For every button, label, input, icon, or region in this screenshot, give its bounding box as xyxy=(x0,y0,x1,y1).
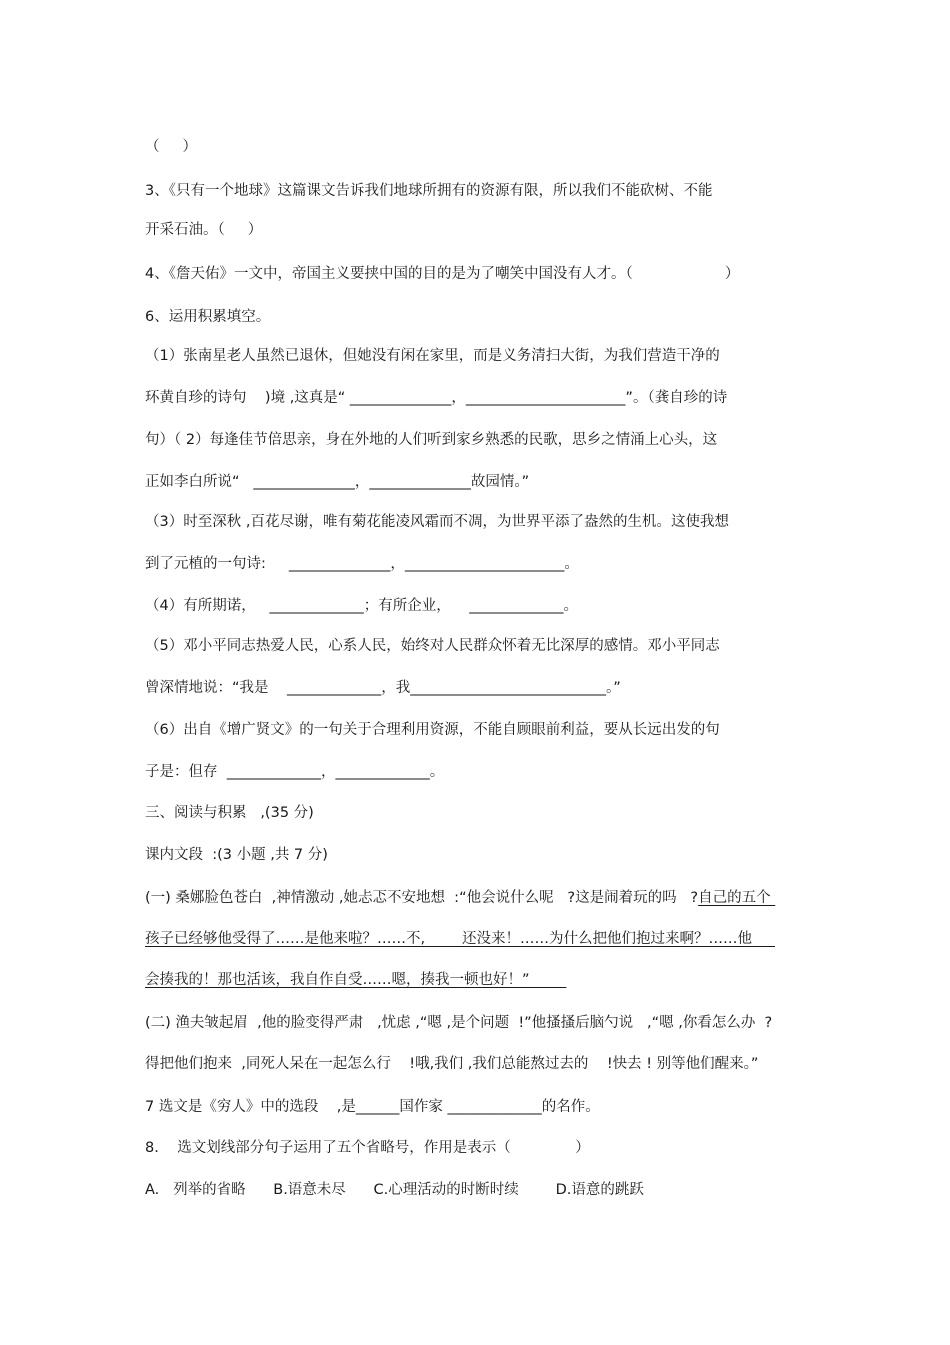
text-line xyxy=(145,596,825,616)
text-line xyxy=(145,636,825,656)
line-text: （3）时至深秋 ,百花尽谢，唯有菊花能凌风霜而不凋，为世界平添了盎然的生机。这使我想 xyxy=(145,514,729,530)
line-text: 正如李白所说“ ______________，______________故园情。” xyxy=(145,474,530,490)
text-line xyxy=(145,430,825,450)
text-line xyxy=(145,970,825,990)
underlined-text: 自己的五个 xyxy=(698,890,776,906)
underlined-text: 孩子已经够他受得了……是他来啦？……不, 还没来！……为什么把他们抱过来啊？……他 xyxy=(145,931,776,947)
text-line xyxy=(145,307,825,327)
text-line xyxy=(145,1097,825,1117)
line-text: （4）有所期诺， _____________；有所企业， _____________。 xyxy=(145,598,578,614)
text-line xyxy=(145,1138,825,1158)
line-text: （ ） xyxy=(145,139,198,155)
line-text: 句）（ 2）每逢佳节倍思亲，身在外地的人们听到家乡熟悉的民歌，思乡之情涌上心头，这 xyxy=(145,432,718,448)
text-line xyxy=(145,554,825,574)
text-line xyxy=(145,264,825,284)
line-text: （5）邓小平同志热爱人民，心系人民，始终对人民群众怀着无比深厚的感情。邓小平同志 xyxy=(145,638,720,654)
line-text: 3、《只有一个地球》这篇课文告诉我们地球所拥有的资源有限，所以我们不能砍树、不能 xyxy=(145,183,713,199)
line-text: (二) 渔夫皱起眉 ,他的脸变得严肃 ,忧虑 ,“嗯 ,是个问题 !”他搔搔后脑勺说 ,“嗯 ,你看怎么办 ? xyxy=(145,1015,773,1031)
line-text: 环黄自珍的诗句 )境 ,这真是“ ______________，______________________”。（龚自珍的诗 xyxy=(145,390,728,406)
text-line xyxy=(145,388,825,408)
line-text: 6、运用积累填空。 xyxy=(145,309,271,325)
text-line xyxy=(145,762,825,782)
line-text: A. 列举的省略 B.语意未尽 C.心理活动的时断时续 D.语意的跳跃 xyxy=(145,1182,644,1198)
line-text: 得把他们抱来 ,同死人呆在一起怎么行 !哦,我们 ,我们总能熬过去的 !快去 ! 别等他们醒来。” xyxy=(145,1056,759,1072)
line-text: 子是：但存 _____________，_____________。 xyxy=(145,764,445,780)
text-line xyxy=(145,512,825,532)
text-line xyxy=(145,220,825,240)
text-line xyxy=(145,929,825,949)
text-line xyxy=(145,803,825,823)
text-line xyxy=(145,1013,825,1033)
text-line xyxy=(145,181,825,201)
line-text: 曾深情地说：“我是 _____________，我___________________________。” xyxy=(145,680,621,696)
text-line xyxy=(145,720,825,740)
line-text: 4、《詹天佑》一文中，帝国主义要挟中国的目的是为了嘲笑中国没有人才。（ ） xyxy=(145,266,740,282)
text-line xyxy=(145,137,825,157)
underlined-text: 会揍我的！那也活该，我自作自受……嗯，揍我一顿也好！” xyxy=(145,972,567,988)
line-text: 三、阅读与积累 ,(35 分) xyxy=(145,805,314,821)
line-text: （6）出自《增广贤文》的一句关于合理利用资源，不能自顾眼前利益，要从长远出发的句 xyxy=(145,722,720,738)
line-text: 7 选文是《穷人》中的选段 ,是______国作家 _____________的名作。 xyxy=(145,1099,600,1115)
text-line xyxy=(145,1054,825,1074)
line-text: (一) 桑娜脸色苍白 ,神情激动 ,她忐忑不安地想 :“他会说什么呢 ?这是闹着玩的吗 ? xyxy=(145,890,699,906)
text-line xyxy=(145,346,825,366)
line-text: 8. 选文划线部分句子运用了五个省略号，作用是表示（ ） xyxy=(145,1140,590,1156)
text-line xyxy=(145,1180,825,1200)
text-line xyxy=(145,888,825,908)
line-text: （1）张南星老人虽然已退休，但她没有闲在家里，而是义务清扫大街，为我们营造干净的 xyxy=(145,348,720,364)
text-line xyxy=(145,845,825,865)
text-line xyxy=(145,678,825,698)
line-text: 课内文段 :(3 小题 ,共 7 分) xyxy=(145,847,328,863)
text-line xyxy=(145,472,825,492)
line-text: 到了元植的一句诗: ______________，______________________。 xyxy=(145,556,579,572)
line-text: 开采石油。（ ） xyxy=(145,222,263,238)
